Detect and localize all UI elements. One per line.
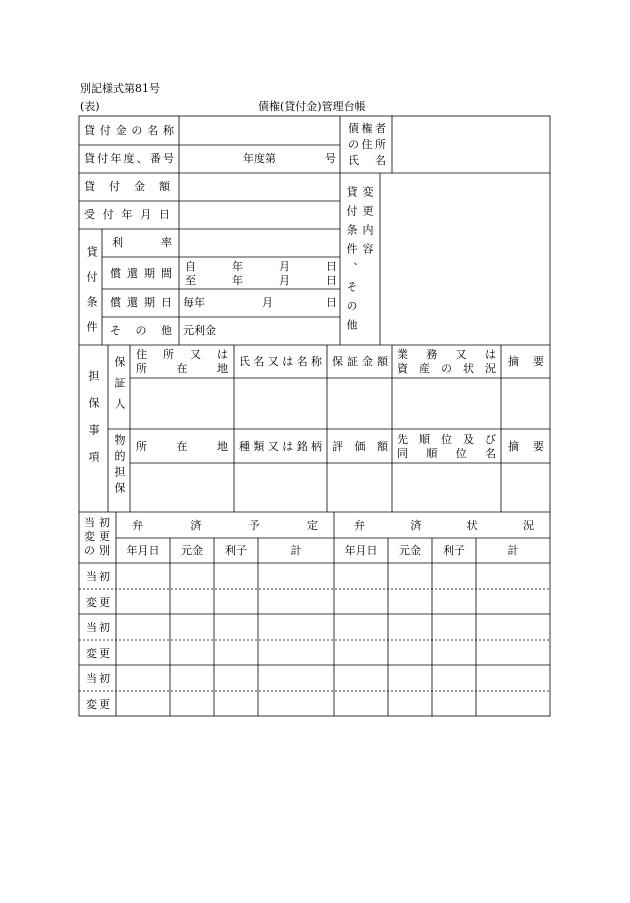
from-year-label: 年 (232, 260, 243, 273)
debtor-label-1: 債権者 (348, 122, 386, 135)
physical-collateral-label: 物的担保 (113, 434, 126, 498)
status-ymd-header: 年月日 (344, 544, 378, 557)
guarantee-amount-label: 保証金額 (332, 355, 388, 368)
row-label: 当初 (86, 570, 110, 583)
plan-interest-header: 利子 (225, 544, 247, 557)
side-label: (表) (80, 100, 100, 113)
loan-year-number-label: 貸付年度、番号 (84, 152, 174, 165)
valuation-label: 評価額 (332, 440, 388, 453)
initial-change-label-2: 変更 (84, 530, 110, 543)
name-or-title-label: 氏名又は名称 (239, 355, 322, 368)
repay-month-label: 月 (262, 296, 273, 309)
row-label: 変更 (86, 596, 110, 609)
row-label: 変更 (86, 698, 110, 711)
priority-label-1: 先順位及び (397, 433, 496, 446)
location-label: 所在地 (136, 440, 228, 453)
debtor-label-3: 氏 名 (348, 154, 386, 167)
status-principal-header: 元金 (399, 544, 421, 557)
principal-interest-label: 元利金 (183, 324, 216, 337)
plan-ymd-header: 年月日 (126, 544, 160, 557)
from-month-label: 月 (279, 260, 290, 273)
repay-plan-label: 弁済予定 (132, 519, 318, 532)
guarantor-label: 保証人 (113, 356, 126, 419)
row-label: 当初 (86, 672, 110, 685)
loan-name-label: 貸付金の名称 (84, 124, 174, 137)
to-day-label: 日 (326, 274, 337, 287)
to-month-label: 月 (279, 274, 290, 287)
go-label: 号 (325, 152, 336, 165)
business-label-2: 資産の状況 (397, 362, 496, 375)
priority-label-2: 同順位名 (397, 447, 496, 460)
status-total-header: 計 (507, 544, 519, 557)
row-label: 当初 (86, 621, 110, 634)
from-label: 自 (185, 260, 196, 273)
plan-total-header: 計 (290, 544, 302, 557)
remarks-label-1: 摘要 (508, 355, 544, 368)
ledger-title: 債権(貸付金)管理台帳 (258, 100, 366, 113)
interest-rate-label: 利率 (112, 236, 172, 249)
debtor-label-2: の住所 (348, 138, 386, 151)
plan-principal-header: 元金 (181, 544, 203, 557)
loan-amount-label: 貸付金額 (84, 180, 170, 193)
repay-date-label: 償還期日 (110, 296, 172, 309)
status-interest-header: 利子 (443, 544, 465, 557)
initial-change-label-1: 当初 (84, 516, 110, 529)
address-label-2: 所在地 (136, 362, 228, 375)
repay-period-label: 償還期間 (110, 267, 172, 280)
change-right-label: 変更内容 (361, 186, 374, 262)
address-label-1: 住所又は (136, 348, 228, 361)
other-label: その他 (110, 324, 172, 337)
business-label-1: 業務又は (397, 348, 496, 361)
to-year-label: 年 (232, 274, 243, 287)
every-year-label: 毎年 (183, 296, 205, 309)
change-left-label: 貸付条件、その他 (345, 186, 358, 338)
repay-status-label: 弁済状況 (354, 519, 534, 532)
initial-change-label-3: の別 (84, 544, 110, 557)
repay-day-label: 日 (326, 296, 337, 309)
from-day-label: 日 (326, 260, 337, 273)
receipt-date-label: 受付年月日 (84, 208, 170, 221)
row-label: 変更 (86, 647, 110, 660)
form-number: 別記様式第81号 (80, 82, 160, 95)
kind-brand-label: 種類又は銘柄 (239, 440, 322, 453)
collateral-label: 担保事項 (87, 370, 100, 478)
nendo-label: 年度第 (243, 152, 276, 165)
remarks-label-2: 摘要 (508, 440, 544, 453)
loan-terms-label: 貸付条件 (85, 246, 98, 346)
to-label: 至 (185, 274, 196, 287)
